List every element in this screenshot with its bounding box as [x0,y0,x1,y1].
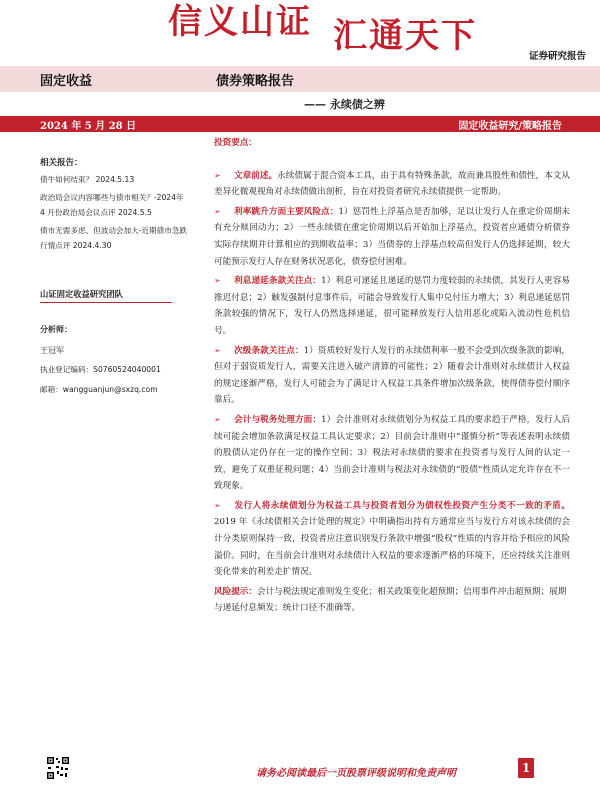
brand-slogan-right: 汇通天下 [333,16,477,56]
key-point-title: 文章前述。 [234,170,278,181]
main-content [214,135,570,617]
risk-label: 风险提示： [214,586,257,597]
sidebar [40,138,190,394]
sidebar-divider [40,302,172,303]
report-series: 固定收益研究/策略报告 [458,121,562,132]
key-point-title: 会计与税务处理方面： [234,414,322,425]
risk-warning [214,584,570,617]
key-point-body: 1）利息可递延且递延的惩罚力度较弱的永续债，其发行人更容易推迟付息；2）触发强制付息事件后，可能会导致发行人集中兑付压力增大；3）利息递延惩罚条款较强的情况下，发行人仍然选择递延，很可能释放发行人信用恶化或陷入流动性危机信号。 [214,276,570,336]
category-band [0,66,600,92]
bullet-arrow-icon: ➢ [214,345,221,355]
date-band [0,116,600,132]
bullet-arrow-icon: ➢ [214,206,221,216]
report-type-title: 债券策略报告 [216,74,295,89]
bullet-arrow-icon: ➢ [214,276,221,286]
key-point [214,498,570,581]
disclaimer-notice: 请务必阅读最后一页股票评级说明和免责声明 [256,768,456,779]
related-reports-title: 相关报告： [40,158,83,168]
category-title: 固定收益 [40,74,93,89]
related-report-link[interactable]: 政治局会议内容哪些与债市相关？-2024年 4 月份政治局会议点评 2024.5.5 [40,193,184,217]
bullet-arrow-icon: ➢ [214,414,221,424]
bullet-arrow-icon: ➢ [214,170,221,180]
brand-banner [0,0,600,58]
bullet-arrow-icon: ➢ [214,500,221,510]
key-point [214,168,570,201]
key-point-title: 次级条款关注点： [234,345,304,356]
key-point-body: 1）惩罚性上浮基点是否加够，足以让发行人在重定价周期末有充分赎回动力；2）一些永续债在重定价周期以后开始加上浮基点，投资者应通债分析债券实际存续期并计算相应的到期收益率；3）当债券的上浮基点较高但发行人仍选择延期，较大可能预示发行人存在财务状况恶化，债券偿付困难。 [214,206,570,267]
key-point-title: 发行人将永续债划分为权益工具与投资者划分为债权性投资产生分类不一致的矛盾。 [234,500,570,511]
key-point-title: 利息递延条款关注点： [234,276,322,287]
analyst-email[interactable]: 邮箱：wangguanjun@sxzq.com [40,385,158,394]
key-point-body: 1）会计准则对永续债划分为权益工具的要求趋于严格，发行人后续可能会增加条款满足权益工具认定要求；2）目前会计准则中“谨慎分析”等表述表明永续债的股债认定仍存在一定的操作空间；3）税法对永续债的要求在投资者与发行人间的认定一致，避免了双重征税问题；4）当前会计准则与税法对永续债的“股债”性质认定允许存在不一致现象。 [214,414,570,492]
qr-code-icon [46,756,70,780]
analyst-cert-number: 执业登记编码：S0760524040001 [40,365,161,374]
key-point [214,273,570,339]
report-kind-label: 证券研究报告 [528,51,586,62]
key-point [214,204,570,270]
brand-slogan-left: 信义山证 [168,2,312,42]
report-subtitle: —— 永续债之辨 [304,98,385,111]
page-number: 1 [518,758,534,778]
analyst-name: 王冠军 [40,346,64,355]
key-point-title: 利率跳升方面主要风险点： [234,206,339,217]
key-point-body: 永续债属于混合资本工具，由于具有特殊条款，故而兼具股性和债性，本文从差异化微观视角对永续债做出剖析，旨在对投资者研究永续债提供一定帮助。 [214,170,570,198]
risk-text: 会计与税法规定准则发生变化；相关政策变化超预期；信用事件冲击超预期；展期与递延付息频发；统计口径不准确等。 [214,586,567,614]
analyst-label: 分析师： [40,325,72,334]
key-points-heading: 投资要点： [214,138,257,148]
key-point-body: 2019 年《永续债相关会计处理的规定》中明确指出持有方通常应当与发行方对该永续债的会计分类原则保持一致，投资者应注意识别发行条款中增强“股权”性质的内容并给予相应的风险溢价。同时，在当前会计准则对永续债计入权益的要求逐渐严格的环境下，还应持续关注准则变化带来的利差走扩情况。 [214,517,570,578]
report-date: 2024 年 5 月 28 日 [40,121,137,132]
page-footer [0,750,600,790]
team-title: 山证固定收益研究团队 [40,289,123,299]
related-report-link[interactable]: 债市无需多虑、但波动会加大-近期债市急跌行情点评 2024.4.30 [40,226,188,250]
related-report-link[interactable]: 债牛如何结束？ 2024.5.13 [40,175,135,184]
key-point-body: 1）资质较好发行人发行的永续债利率一般不会受到次级条款的影响，但对于弱资质发行人，需要关注进入破产清算的可能性；2）随着会计准则对永续债计入权益的规定逐渐严格，发行人可能会为了满足计入权益工具条件增加次级条款，使得债券偿付顺序靠后。 [214,345,570,406]
key-point [214,412,570,495]
key-point [214,343,570,409]
